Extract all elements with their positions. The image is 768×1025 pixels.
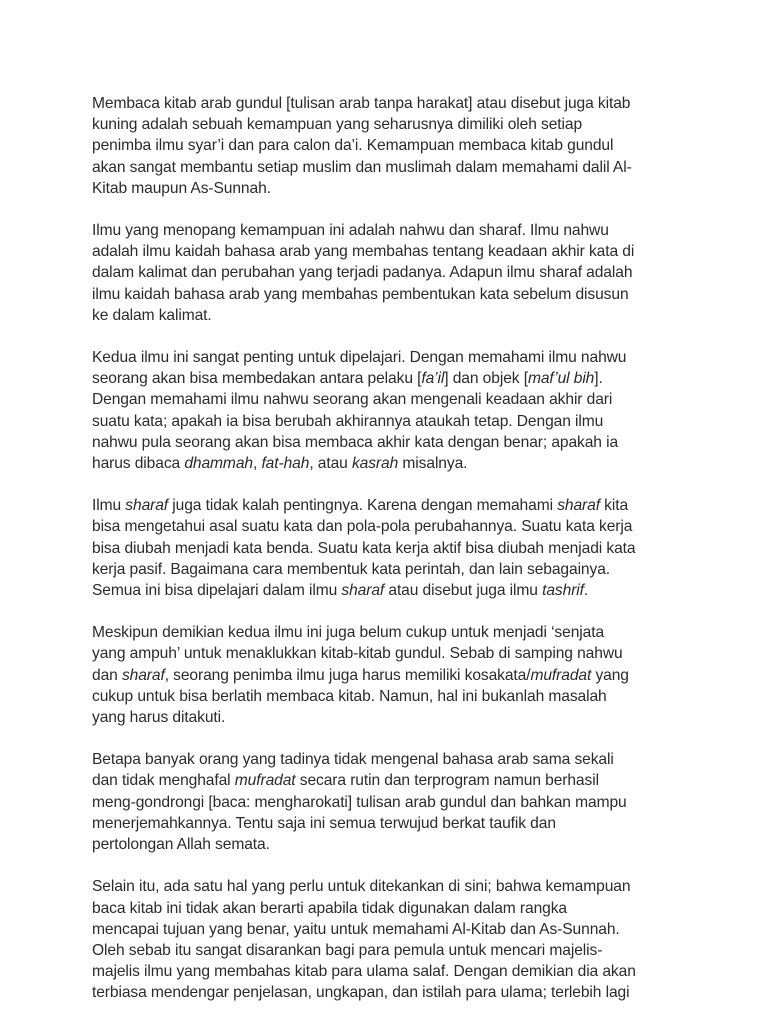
text-segment: Ilmu yang menopang kemampuan ini adalah nahwu dan sharaf. Ilmu nahwu xyxy=(92,222,609,240)
paragraph xyxy=(92,876,684,1003)
text-segment: Membaca kitab arab gundul [tulisan arab tanpa harakat] atau disebut juga kitab xyxy=(92,95,631,112)
text-segment: adalah ilmu kaidah bahasa arab yang membahas tentang keadaan akhir kata di xyxy=(92,243,635,261)
text-segment: Selain itu, ada satu hal yang perlu untuk ditekankan di sini; bahwa kemampuan xyxy=(92,878,631,896)
text-segment: ] dan objek [ xyxy=(444,370,528,388)
italic-term: fat-hah xyxy=(261,455,310,473)
text-line xyxy=(92,961,684,982)
italic-term: sharaf xyxy=(121,666,165,684)
text-line xyxy=(92,389,684,410)
text-segment: akan sangat membantu setiap muslim dan muslimah dalam memahami dalil Al- xyxy=(92,158,632,176)
text-segment: Ilmu xyxy=(92,497,126,515)
italic-term: mufradat xyxy=(234,772,296,790)
text-segment: yang ampuh’ untuk menaklukkan kitab-kitab gundul. Sebab di samping nahwu xyxy=(92,645,623,663)
italic-term: mufradat xyxy=(530,666,592,684)
text-segment: Kedua ilmu ini sangat penting untuk dipelajari. Dengan memahami ilmu nahwu xyxy=(92,349,627,367)
text-line xyxy=(92,898,684,919)
text-segment: kuning adalah sebuah kemampuan yang seharusnya dimiliki oleh setiap xyxy=(92,116,583,134)
text-segment: Dengan memahami ilmu nahwu seorang akan mengenali keadaan akhir dari xyxy=(92,391,613,409)
text-line xyxy=(92,643,684,664)
text-line xyxy=(92,157,684,178)
text-segment: bisa mengetahui asal suatu kata dan pola-pola perubahannya. Suatu kata kerja xyxy=(92,518,633,536)
text-segment: pertolongan Allah semata. xyxy=(92,836,270,854)
text-segment: suatu kata; apakah ia bisa berubah akhirannya ataukah tetap. Dengan ilmu xyxy=(92,412,604,430)
text-line xyxy=(92,220,684,241)
text-segment: juga tidak kalah pentingnya. Karena dengan memahami xyxy=(168,497,558,515)
text-segment: harus dibaca xyxy=(92,455,185,473)
text-line xyxy=(92,813,684,834)
text-line xyxy=(92,178,684,199)
text-line xyxy=(92,453,684,474)
text-segment: kita xyxy=(599,497,629,515)
text-line xyxy=(92,241,684,262)
text-segment: baca kitab ini tidak akan berarti apabila tidak digunakan dalam rangka xyxy=(92,899,567,917)
text-line xyxy=(92,347,684,368)
text-line xyxy=(92,707,684,728)
italic-term: tashrif xyxy=(542,582,584,600)
text-segment: dan tidak menghafal xyxy=(92,772,235,790)
text-segment: majelis ilmu yang membahas kitab para ulama salaf. Dengan demikian dia akan xyxy=(92,963,636,981)
text-line xyxy=(92,559,684,580)
text-line xyxy=(92,538,684,559)
paragraph xyxy=(92,93,684,199)
text-segment: kerja pasif. Bagaimana cara membentuk kata perintah, dan lain sebagainya. xyxy=(92,560,611,578)
text-line xyxy=(92,622,684,643)
text-line xyxy=(92,876,684,897)
text-line xyxy=(92,284,684,305)
text-line xyxy=(92,114,684,135)
italic-term: maf’ul bih xyxy=(527,370,595,388)
text-line xyxy=(92,982,684,1003)
text-segment: meng-gondrongi [baca: mengharokati] tulisan arab gundul dan bahkan mampu xyxy=(92,793,627,811)
text-line xyxy=(92,516,684,537)
text-segment: seorang akan bisa membedakan antara pelaku [ xyxy=(92,370,422,388)
text-segment: dalam kalimat dan perubahan yang terjadi padanya. Adapun ilmu sharaf adalah xyxy=(92,264,633,282)
text-segment: terbiasa mendengar penjelasan, ungkapan, dan istilah para ulama; terlebih lagi xyxy=(92,984,630,1002)
italic-term: fa’il xyxy=(421,370,445,388)
text-segment: , seorang penimba ilmu juga harus memiliki kosakata/ xyxy=(164,666,531,684)
text-segment: bisa diubah menjadi kata benda. Suatu kata kerja aktif bisa diubah menjadi kata xyxy=(92,539,636,557)
italic-term: sharaf xyxy=(341,582,385,600)
text-segment: Kitab maupun As-Sunnah. xyxy=(92,179,271,197)
text-line xyxy=(92,580,684,601)
text-segment: dan xyxy=(92,666,122,684)
text-line xyxy=(92,919,684,940)
text-segment: misalnya. xyxy=(398,455,468,473)
paragraph xyxy=(92,495,684,601)
text-line xyxy=(92,770,684,791)
text-segment: ]. xyxy=(594,370,603,388)
paragraph xyxy=(92,347,684,474)
text-line xyxy=(92,368,684,389)
paragraph xyxy=(92,622,684,728)
text-line xyxy=(92,411,684,432)
text-segment: mencapai tujuan yang benar, yaitu untuk memahami Al-Kitab dan As-Sunnah. xyxy=(92,920,620,938)
text-line xyxy=(92,749,684,770)
document-body xyxy=(92,93,684,1025)
italic-term: sharaf xyxy=(125,497,169,515)
text-segment: . xyxy=(583,582,589,600)
text-line xyxy=(92,93,684,114)
text-line xyxy=(92,432,684,453)
text-line xyxy=(92,686,684,707)
italic-term: sharaf xyxy=(557,497,600,515)
text-segment: yang harus ditakuti. xyxy=(92,709,226,727)
text-segment: Semua ini bisa dipelajari dalam ilmu xyxy=(92,582,342,600)
text-segment: ke dalam kalimat. xyxy=(92,306,212,324)
text-line xyxy=(92,495,684,516)
italic-term: dhammah xyxy=(184,455,253,473)
text-segment: nahwu pula seorang akan bisa membaca akhir kata dengan benar; apakah ia xyxy=(92,433,619,451)
text-line xyxy=(92,305,684,326)
text-segment: cukup untuk bisa berlatih membaca kitab. Namun, hal ini bukanlah masalah xyxy=(92,687,607,705)
text-segment: penimba ilmu syar’i dan para calon da’i. Kemampuan membaca kitab gundul xyxy=(92,137,614,155)
text-segment: atau disebut juga ilmu xyxy=(384,582,543,600)
text-segment: Oleh sebab itu sangat disarankan bagi para pemula untuk mencari majelis- xyxy=(92,941,603,959)
italic-term: kasrah xyxy=(351,455,399,473)
text-line xyxy=(92,665,684,686)
text-segment: yang xyxy=(591,666,629,684)
text-segment: ilmu kaidah bahasa arab yang membahas pembentukan kata sebelum disusun xyxy=(92,285,629,303)
text-segment: , xyxy=(252,455,262,473)
text-line xyxy=(92,792,684,813)
text-segment: Meskipun demikian kedua ilmu ini juga belum cukup untuk menjadi ‘senjata xyxy=(92,624,605,642)
text-segment: secara rutin dan terprogram namun berhasil xyxy=(295,772,599,790)
text-line xyxy=(92,940,684,961)
paragraph xyxy=(92,220,684,326)
text-segment: menerjemahkannya. Tentu saja ini semua terwujud berkat taufik dan xyxy=(92,814,556,832)
paragraph xyxy=(92,749,684,855)
text-line xyxy=(92,135,684,156)
text-line xyxy=(92,262,684,283)
text-segment: Betapa banyak orang yang tadinya tidak mengenal bahasa arab sama sekali xyxy=(92,751,614,769)
text-segment: , atau xyxy=(309,455,352,473)
text-line xyxy=(92,834,684,855)
